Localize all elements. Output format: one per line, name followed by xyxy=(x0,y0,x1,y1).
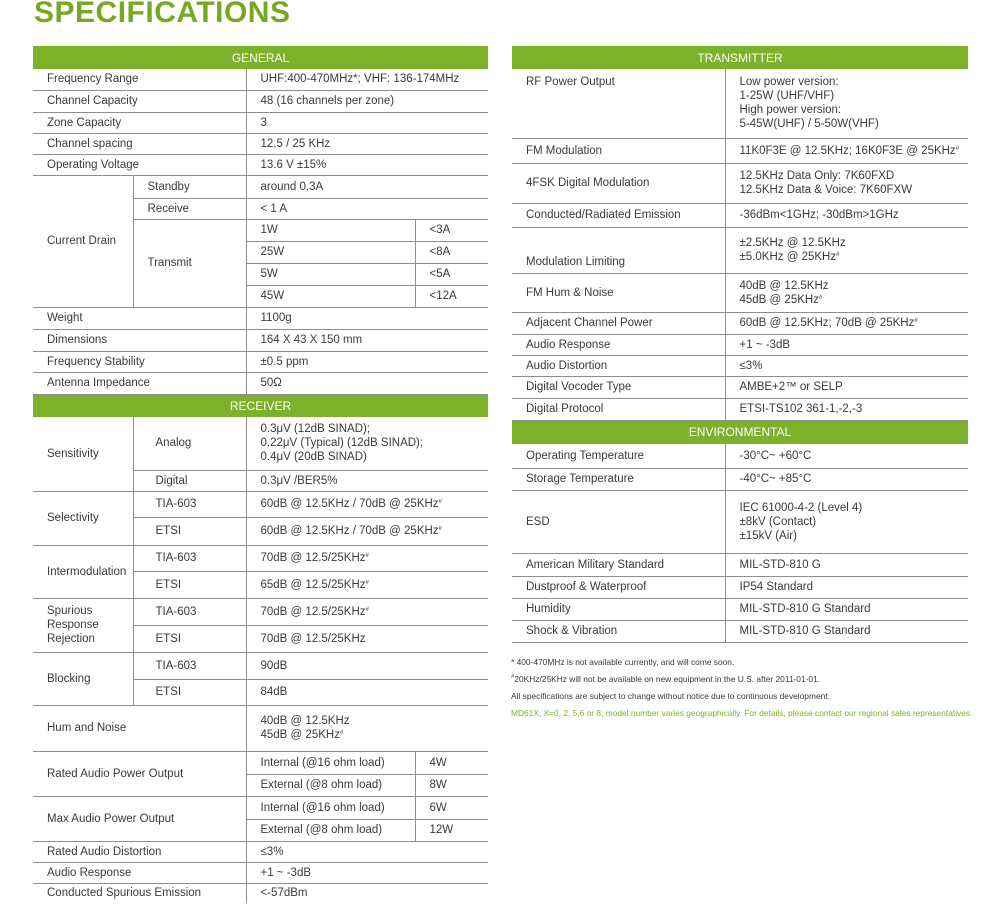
spec-value: MIL-STD-810 G Standard xyxy=(725,620,968,642)
value-text: 65dB @ 12.5/25KHz xyxy=(260,578,366,591)
label-line: Spurious xyxy=(47,605,93,617)
value-line: 0.3μV (12dB SINAD); xyxy=(260,423,371,436)
value-line xyxy=(740,250,969,264)
spec-value: 50Ω xyxy=(246,372,488,394)
footnote-mark: # xyxy=(914,318,918,324)
spec-value xyxy=(246,598,488,625)
spec-label: Antenna Impedance xyxy=(33,372,246,394)
spec-value-multiline xyxy=(246,417,488,470)
spec-sublabel: Digital xyxy=(133,470,246,491)
spec-value: ≤3% xyxy=(725,355,968,376)
value-line: 12.5KHz Data Only: 7K60FXD xyxy=(739,170,895,182)
spec-value: 3 xyxy=(246,112,488,133)
value-line: ±15kV (Air) xyxy=(739,529,797,542)
spec-label: Humidity xyxy=(512,598,725,620)
value-line: ±8kV (Contact) xyxy=(739,515,817,528)
spec-sublabel: Transmit xyxy=(133,219,246,307)
footnote xyxy=(511,673,973,685)
spec-sublabel: ETSI xyxy=(133,517,246,545)
spec-value: 6W xyxy=(415,796,488,819)
spec-sublabel: ETSI xyxy=(133,679,246,705)
spec-sublabel: Standby xyxy=(133,175,246,198)
value-text: ±5.0KHz @ 25KHz xyxy=(739,251,837,263)
value-text: 70dB @ 12.5/25KHz xyxy=(260,552,366,564)
spec-sublabel: TIA-603 xyxy=(133,652,246,679)
spec-value: 45W xyxy=(246,285,415,307)
spec-value: 5W xyxy=(246,263,415,285)
footnote-mark: # xyxy=(365,579,369,586)
spec-label: Blocking xyxy=(33,652,133,705)
value-line: Low power version: xyxy=(739,76,839,88)
spec-label: Frequency Stability xyxy=(33,351,246,372)
spec-label: Digital Protocol xyxy=(512,398,725,420)
spec-value: +1 ~ -3dB xyxy=(246,862,488,883)
value-line: High power version: xyxy=(739,104,842,116)
spec-value: 12W xyxy=(415,819,488,841)
spec-value: 48 (16 channels per zone) xyxy=(246,90,488,112)
spec-value: -30°C~ +60°C xyxy=(725,444,968,468)
spec-value-multiline xyxy=(725,163,968,203)
spec-value: around 0.3A xyxy=(246,175,488,198)
value-line: IEC 61000-4-2 (Level 4) xyxy=(739,501,863,514)
footnote-mark: # xyxy=(818,294,823,301)
spec-label-multiline xyxy=(33,598,133,652)
spec-label: Operating Voltage xyxy=(33,154,246,175)
spec-value: <-57dBm xyxy=(260,887,308,900)
spec-value-multiline xyxy=(725,273,968,312)
footnote-mark: # xyxy=(438,499,442,505)
spec-value-multiline xyxy=(725,490,968,553)
spec-label: Audio Response xyxy=(33,862,246,883)
spec-label: FM Modulation xyxy=(512,138,725,163)
value-line: 0.4μV (20dB SINAD) xyxy=(260,451,367,464)
transmitter-environmental-table xyxy=(512,46,968,643)
spec-value: 90dB xyxy=(246,652,488,679)
value-line: 0.22μV (Typical) (12dB SINAD); xyxy=(260,437,424,450)
page-title: SPECIFICATIONS xyxy=(34,0,291,29)
footnote-mark: # xyxy=(438,526,442,532)
spec-value: ≤3% xyxy=(246,841,488,862)
value-text: 60dB @ 12.5KHz; 70dB @ 25KHz xyxy=(739,317,915,329)
spec-label: Audio Response xyxy=(512,334,725,355)
spec-sublabel: Receive xyxy=(133,198,246,219)
spec-value: 25W xyxy=(246,241,415,263)
spec-label: Conducted/Radiated Emission xyxy=(512,203,725,227)
spec-value: <12A xyxy=(415,285,488,307)
spec-value-multiline xyxy=(725,227,968,273)
spec-sublabel: ETSI xyxy=(133,571,246,598)
value-line xyxy=(261,728,489,742)
value-line: 5-45W(UHF) / 5-50W(VHF) xyxy=(739,118,879,130)
spec-label: Conducted Spurious Emission xyxy=(33,883,246,903)
label-line: Response xyxy=(47,619,99,631)
spec-value: <3A xyxy=(415,219,488,241)
spec-value: 4W xyxy=(415,751,488,774)
spec-label: 4FSK Digital Modulation xyxy=(512,163,725,203)
spec-value: 0.3μV /BER5% xyxy=(246,470,488,491)
spec-value: 12.5 / 25 KHz xyxy=(246,133,488,154)
spec-value-multiline xyxy=(725,69,968,138)
footnotes xyxy=(511,656,973,724)
spec-label: RF Power Output xyxy=(512,69,725,138)
spec-label: Dustproof & Waterproof xyxy=(512,576,725,598)
spec-value xyxy=(246,491,488,517)
spec-value: 70dB @ 12.5/25KHz xyxy=(246,625,488,652)
spec-label: ESD xyxy=(512,490,725,553)
value-text: 60dB @ 12.5KHz / 70dB @ 25KHz xyxy=(260,525,439,537)
spec-value: -40°C~ +85°C xyxy=(725,468,968,490)
footnote-mark: # xyxy=(836,252,840,258)
spec-label: Sensitivity xyxy=(33,417,133,491)
spec-label: FM Hum & Noise xyxy=(512,273,725,312)
spec-sublabel: TIA-603 xyxy=(133,598,246,625)
spec-value: <8A xyxy=(415,241,488,263)
spec-value: MIL-STD-810 G Standard xyxy=(725,598,968,620)
spec-value: 8W xyxy=(415,774,488,796)
footnote-mark: # xyxy=(955,145,960,152)
value-text: 60dB @ 12.5KHz / 70dB @ 25KHz xyxy=(260,498,439,510)
footnote: * 400-470MHz is not available currently, and will come soon. xyxy=(511,657,735,667)
spec-value: <5A xyxy=(415,263,488,285)
spec-value: 84dB xyxy=(246,679,488,705)
spec-label: Adjacent Channel Power xyxy=(512,312,725,334)
spec-value: -36dBm<1GHz; -30dBm>1GHz xyxy=(725,203,968,227)
spec-label: Current Drain xyxy=(33,175,133,307)
section-header-environmental: ENVIRONMENTAL xyxy=(512,420,968,444)
value-line: 12.5KHz Data & Voice: 7K60FXW xyxy=(739,184,913,196)
spec-sublabel: TIA-603 xyxy=(133,545,246,571)
spec-value-multiline xyxy=(246,705,488,751)
value-line xyxy=(740,293,969,307)
spec-label: Rated Audio Distortion xyxy=(33,841,246,862)
spec-value: 164 X 43 X 150 mm xyxy=(246,329,488,351)
value-line: 1-25W (UHF/VHF) xyxy=(739,90,835,102)
footnote-mark: # xyxy=(511,674,515,680)
spec-label: Shock & Vibration xyxy=(512,620,725,642)
spec-label: Max Audio Power Output xyxy=(33,796,246,841)
spec-value: AMBE+2™ or SELP xyxy=(725,376,968,398)
footnote-mark: # xyxy=(339,730,344,736)
spec-sublabel: TIA-603 xyxy=(133,491,246,517)
spec-value: ETSI-TS102 361-1,-2,-3 xyxy=(725,398,968,420)
spec-label: American Military Standard xyxy=(512,553,725,576)
value-line: 40dB @ 12.5KHz xyxy=(739,279,829,292)
spec-sublabel: Internal (@16 ohm load) xyxy=(246,796,415,819)
value-line: 40dB @ 12.5KHz xyxy=(260,715,350,727)
value-text: 11K0F3E @ 12.5KHz; 16K0F3E @ 25KHz xyxy=(739,144,956,157)
section-header-receiver: RECEIVER xyxy=(33,394,488,417)
value-text: 70dB @ 12.5/25KHz xyxy=(260,605,366,618)
value-text: 45dB @ 25KHz xyxy=(739,293,819,306)
footnote-mark: # xyxy=(365,553,369,559)
spec-value: MIL-STD-810 G xyxy=(725,553,968,576)
value-line: ±2.5KHz @ 12.5KHz xyxy=(739,237,846,249)
spec-value xyxy=(246,571,488,598)
spec-value xyxy=(725,312,968,334)
spec-label: Operating Temperature xyxy=(512,444,725,468)
spec-value: UHF:400-470MHz*; VHF: 136-174MHz xyxy=(246,69,488,90)
spec-value: +1 ~ -3dB xyxy=(725,334,968,355)
spec-sublabel: External (@8 ohm load) xyxy=(246,774,415,796)
label-line: Rejection xyxy=(47,633,95,645)
spec-label: Zone Capacity xyxy=(33,112,246,133)
spec-label: Intermodulation xyxy=(33,545,133,598)
spec-label: Selectivity xyxy=(33,491,133,545)
spec-value xyxy=(246,545,488,571)
spec-label: Hum and Noise xyxy=(33,705,246,751)
spec-label: Audio Distortion xyxy=(512,355,725,376)
section-header-transmitter: TRANSMITTER xyxy=(512,46,968,69)
spec-label: Modulation Limiting xyxy=(512,227,725,273)
spec-value: 1100g xyxy=(246,307,488,329)
spec-label: Frequency Range xyxy=(33,69,246,90)
spec-value: IP54 Standard xyxy=(725,576,968,598)
footnote-model-note: MD61X, X=0, 2, 5,6 or 8, model number varies geographically. For details, please contact our regional sales representatives. xyxy=(511,708,973,718)
general-receiver-table xyxy=(33,46,488,903)
spec-label: Channel spacing xyxy=(33,133,246,154)
spec-sublabel: ETSI xyxy=(133,625,246,652)
spec-label: Rated Audio Power Output xyxy=(33,751,246,796)
footnote-mark: # xyxy=(365,606,369,613)
spec-label: Channel Capacity xyxy=(33,90,246,112)
spec-sublabel: Analog xyxy=(133,417,246,470)
spec-label: Dimensions xyxy=(33,329,246,351)
spec-value xyxy=(725,138,968,163)
footnote-text: 20KHz/25KHz will not be available on new equipment in the U.S. after 2011-01-01. xyxy=(514,674,821,684)
spec-sublabel: External (@8 ohm load) xyxy=(246,819,415,841)
spec-value: 13.6 V ±15% xyxy=(246,154,488,175)
spec-value xyxy=(246,517,488,545)
spec-sublabel: Internal (@16 ohm load) xyxy=(246,751,415,774)
spec-value: ±0.5 ppm xyxy=(246,351,488,372)
spec-label: Weight xyxy=(33,307,246,329)
spec-label: Digital Vocoder Type xyxy=(512,376,725,398)
value-text: 45dB @ 25KHz xyxy=(260,729,340,741)
section-header-general: GENERAL xyxy=(33,46,488,69)
footnote: All specifications are subject to change without notice due to continuous development. xyxy=(511,691,830,701)
spec-value: 1W xyxy=(246,219,415,241)
spec-value: < 1 A xyxy=(246,198,488,219)
spec-label: Storage Temperature xyxy=(512,468,725,490)
